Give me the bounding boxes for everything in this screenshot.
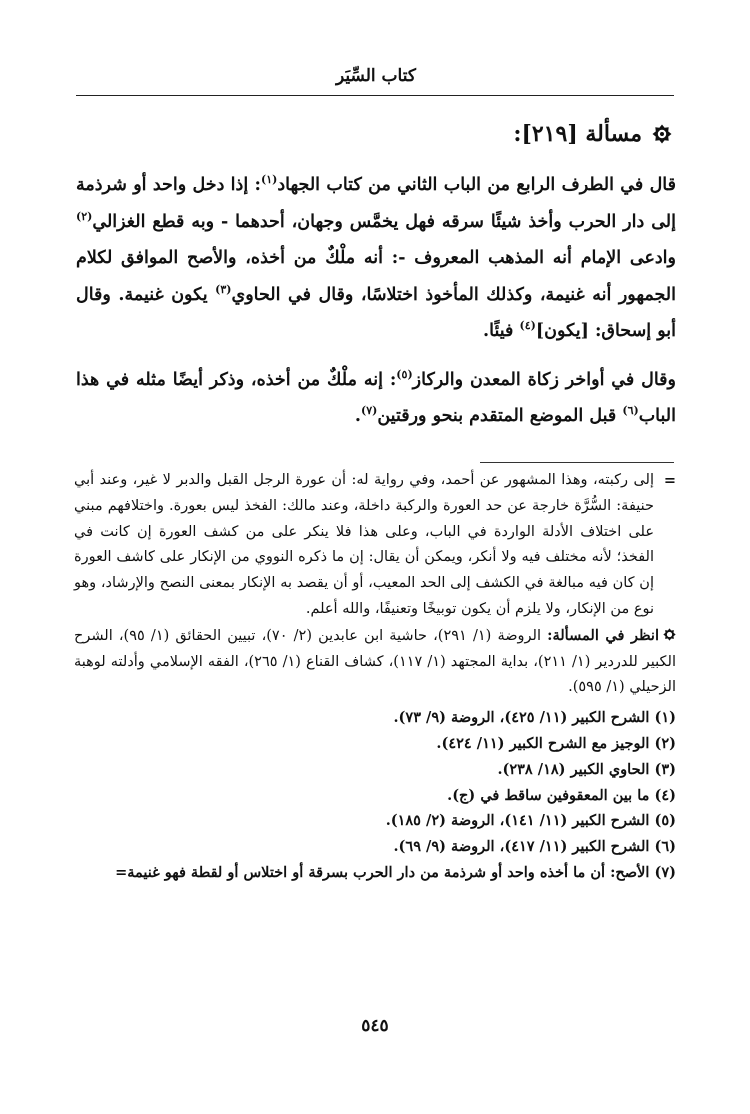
footnote-ref[interactable]: (٧) <box>360 404 378 418</box>
footnote-rule <box>480 462 674 463</box>
references: انظر في المسألة: الروضة (١/ ٢٩١)، حاشية ابن عابدين (٢/ ٧٠)، تبيين الحقائق (١/ ٩٥)، الشرح الكبير للدردير (١/ ٢١١)، بداية المجتهد (١/ ١١٧)، كشاف القناع (١/ ٢٦٥)، الفقه الإسلامي وأدلته لوهبة الزحيلي (١/ ٥٩٥). <box>74 626 676 696</box>
hawi-term: الحاوي <box>231 284 281 305</box>
issue-heading <box>513 117 672 151</box>
page-number: ٥٤٥ <box>361 1016 389 1036</box>
footnote-ref[interactable]: (٤) <box>519 319 536 333</box>
footnote-ref[interactable]: (٢) <box>76 209 93 223</box>
footnote-item: (٢) الوجيز مع الشرح الكبير (١١/ ٤٢٤). <box>436 734 676 752</box>
main-text <box>76 167 676 435</box>
footnote-item: (٣) الحاوي الكبير (١٨/ ٢٣٨). <box>497 760 676 778</box>
header-rule <box>76 95 674 96</box>
footnote-item: (١) الشرح الكبير (١١/ ٤٢٥)، الروضة (٩/ ٧٣). <box>393 709 676 727</box>
asahh-term: الأصح <box>615 863 650 881</box>
octagon-star-icon <box>652 124 672 144</box>
footnote-ref[interactable]: (٣) <box>215 282 232 296</box>
footnote-item: (٥) الشرح الكبير (١١/ ١٤١)، الروضة (٢/ ١٨٥). <box>385 812 676 830</box>
continuation-mark: = <box>663 472 676 489</box>
footnote-list <box>74 705 676 887</box>
paragraph-2: وقال في أواخر زكاة المعدن والركاز$^{(٥)}$: إنه ملْكٌ من أخذه، وذكر أيضًا مثله في هذا الباب$^{(٦)}$ قبل الموضع المتقدم بنحو ورقتين$^{(٧)}$. <box>76 367 676 426</box>
octagon-star-icon <box>663 628 676 641</box>
footnotes <box>74 468 676 887</box>
footnote-item: (٦) الشرح الكبير (١١/ ٤١٧)، الروضة (٩/ ٦٩). <box>393 838 676 856</box>
paragraph-1: قال في الطرف الرابع من الباب الثاني من كتاب الجهاد$^{(١)}$: إذا دخل واحد أو شرذمة إلى دار الحرب وأخذ شيئًا سرقه فهل يخمَّس وجهان، أحدهما - وبه قطع الغزالي$^{(٢)}$ وادعى الإمام أنه المذهب المعروف -: أنه ملْكٌ من أخذه، والأصح الموافق لكلام الجمهور أنه غنيمة، وكذلك المأخوذ اختلاسًا، وقال في الحاوي$^{(٣)}$ يكون غنيمة. وقال أبو إسحاق: [يكون]$^{(٤)}$ فيئًا. <box>76 173 676 341</box>
footnote-item: (٤) ما بين المعقوفين ساقط في (ج). <box>447 786 676 804</box>
footnote-ref[interactable]: (٦) <box>622 404 639 418</box>
footnote-item: (٧) الأصح: أن ما أخذه واحد أو شرذمة من دار الحرب بسرقة أو اختلاس أو لقطة فهو غنيمة= <box>115 863 676 881</box>
issue-title: مسألة [٢١٩]: <box>513 121 642 147</box>
running-header: كتاب السِّيَر <box>336 66 416 86</box>
footnote-ref[interactable]: (١) <box>261 173 278 187</box>
footnote-ref[interactable]: (٥) <box>396 367 413 381</box>
references-label: انظر في المسألة: <box>547 626 659 644</box>
footnote-continuation: = إلى ركبته، وهذا المشهور عن أحمد، وفي رواية له: أن عورة الرجل القبل والدبر لا غير، وعند أبي حنيفة: السُّرَّة خارجة عن حد العورة والركبة داخلة، وعند مالك: الفخذ ليس بعورة. واختلافهم مبني على اختلاف الأدلة الواردة في الباب، وعلى هذا فلا ينكر على من كشف العورة إن كانت في الفخذ؛ لأنه مختلف فيه ولا أنكر، ويمكن أن يقال: إن ما ذكره النووي من الإنكار على كاشف العورة إن كان فيه مبالغة في الكشف إلى الحد المعيب، أو أن يقصد به الإنكار بمعنى النصح والإرشاد، وهو نوع من الإنكار، ولا يلزم أن يكون توبيخًا وتعنيفًا، والله أعلم. <box>74 468 676 623</box>
